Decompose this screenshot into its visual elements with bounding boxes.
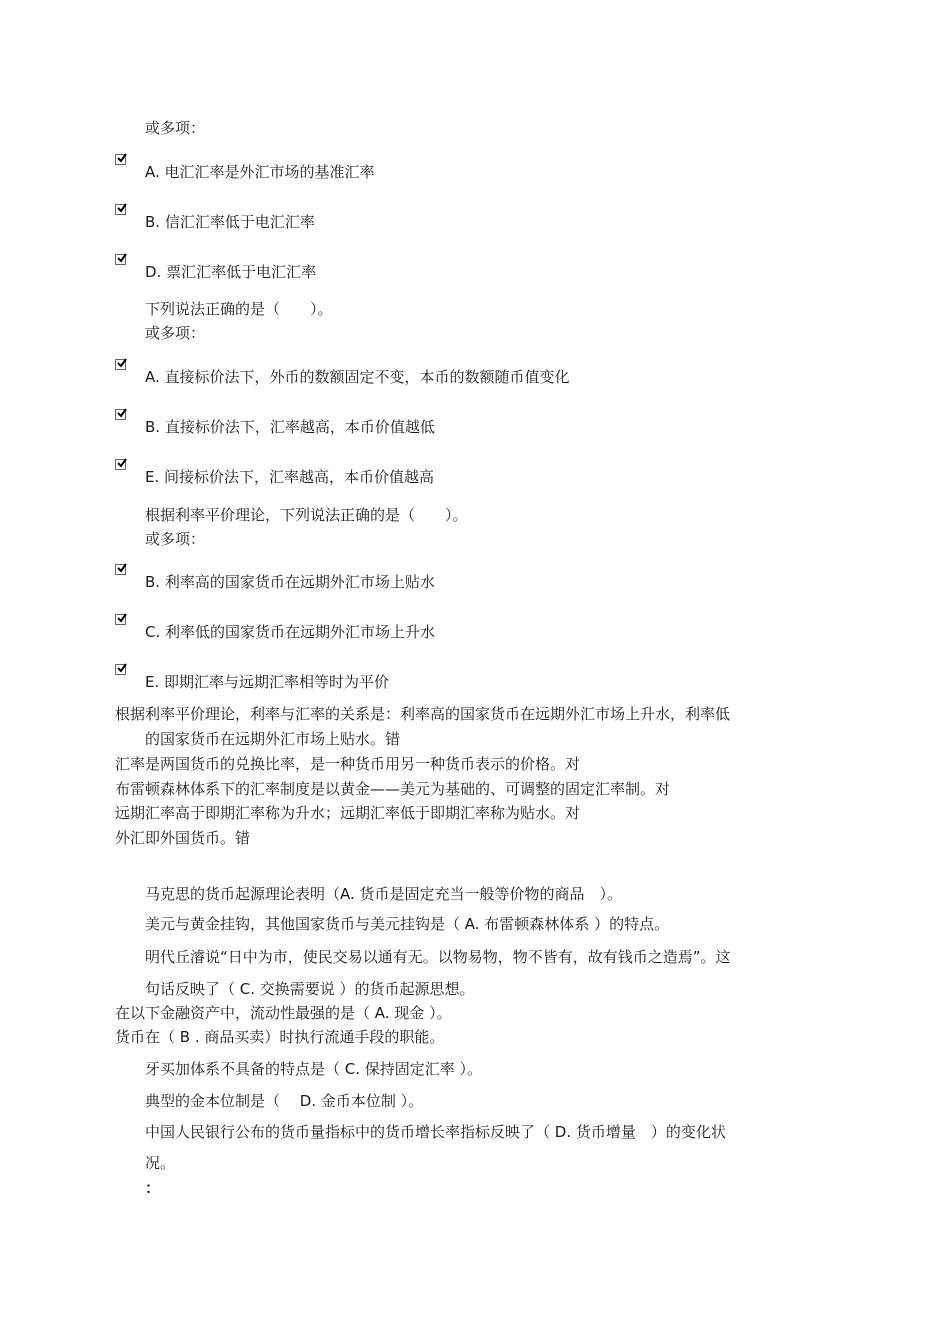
q2-option-e: E. 间接标价法下，汇率越高，本币价值越高: [145, 468, 435, 486]
q1-option-b: B. 信汇汇率低于电汇汇率: [145, 213, 315, 231]
checkmark-icon: [116, 408, 127, 419]
trailing-colon: ：: [145, 1179, 161, 1197]
single-choice-line: 明代丘濬说“日中为市，使民交易以通有无。以物易物，物不皆有，故有钱币之造焉”。这: [145, 948, 731, 966]
single-choice-line: 货币在（ B . 商品买卖）时执行流通手段的职能。: [115, 1028, 445, 1046]
q2-option-a: A. 直接标价法下，外币的数额固定不变，本币的数额随币值变化: [145, 368, 570, 386]
q1-type-label: 或多项：: [145, 119, 206, 137]
single-choice-line: 牙买加体系不具备的特点是（ C. 保持固定汇率 ）。: [145, 1060, 483, 1078]
q2-question: 下列说法正确的是（ ）。: [145, 300, 333, 318]
single-choice-line: 况。: [145, 1154, 176, 1172]
checkmark-icon: [116, 663, 127, 674]
judgment-line: 根据利率平价理论，利率与汇率的关系是：利率高的国家货币在远期外汇市场上升水，利率低: [115, 705, 731, 723]
q2-option-b-checkbox[interactable]: [115, 409, 126, 420]
q3-option-e-checkbox[interactable]: [115, 664, 126, 675]
q3-option-b: B. 利率高的国家货币在远期外汇市场上贴水: [145, 573, 435, 591]
q3-option-b-checkbox[interactable]: [115, 564, 126, 575]
q1-option-b-checkbox[interactable]: [115, 204, 126, 215]
checkmark-icon: [116, 563, 127, 574]
q3-option-c: C. 利率低的国家货币在远期外汇市场上升水: [145, 623, 436, 641]
q1-option-d-checkbox[interactable]: [115, 254, 126, 265]
judgment-line: 外汇即外国货币。错: [115, 829, 251, 847]
judgment-line: 布雷顿森林体系下的汇率制度是以黄金——美元为基础的、可调整的固定汇率制。对: [115, 780, 671, 798]
judgment-line: 的国家货币在远期外汇市场上贴水。错: [145, 730, 401, 748]
q1-option-a: A. 电汇汇率是外汇市场的基准汇率: [145, 163, 375, 181]
single-choice-line: 马克思的货币起源理论表明（A. 货币是固定充当一般等价物的商品 ）。: [145, 885, 623, 903]
checkmark-icon: [116, 153, 127, 164]
single-choice-line: 美元与黄金挂钩，其他国家货币与美元挂钩是（ A. 布雷顿森林体系 ）的特点。: [145, 915, 670, 933]
q2-option-b: B. 直接标价法下，汇率越高，本币价值越低: [145, 418, 435, 436]
q2-type-label: 或多项：: [145, 324, 206, 342]
q2-option-a-checkbox[interactable]: [115, 359, 126, 370]
q2-option-e-checkbox[interactable]: [115, 459, 126, 470]
judgment-line: 远期汇率高于即期汇率称为升水；远期汇率低于即期汇率称为贴水。对: [115, 804, 581, 822]
checkmark-icon: [116, 358, 127, 369]
q3-question: 根据利率平价理论，下列说法正确的是（ ）。: [145, 506, 468, 524]
checkmark-icon: [116, 613, 127, 624]
q3-option-e: E. 即期汇率与远期汇率相等时为平价: [145, 673, 390, 691]
checkmark-icon: [116, 458, 127, 469]
single-choice-line: 在以下金融资产中，流动性最强的是（ A. 现金 ）。: [115, 1004, 452, 1022]
single-choice-line: 中国人民银行公布的货币量指标中的货币增长率指标反映了（ D. 货币增量 ）的变化状: [145, 1123, 726, 1141]
q3-option-c-checkbox[interactable]: [115, 614, 126, 625]
single-choice-line: 句话反映了（ C. 交换需要说 ）的货币起源思想。: [145, 980, 475, 998]
checkmark-icon: [116, 253, 127, 264]
single-choice-line: 典型的金本位制是（ D. 金币本位制 ）。: [145, 1092, 424, 1110]
checkmark-icon: [116, 203, 127, 214]
q1-option-a-checkbox[interactable]: [115, 154, 126, 165]
judgment-line: 汇率是两国货币的兑换比率，是一种货币用另一种货币表示的价格。对: [115, 755, 581, 773]
q1-option-d: D. 票汇汇率低于电汇汇率: [145, 263, 317, 281]
q3-type-label: 或多项：: [145, 530, 206, 548]
